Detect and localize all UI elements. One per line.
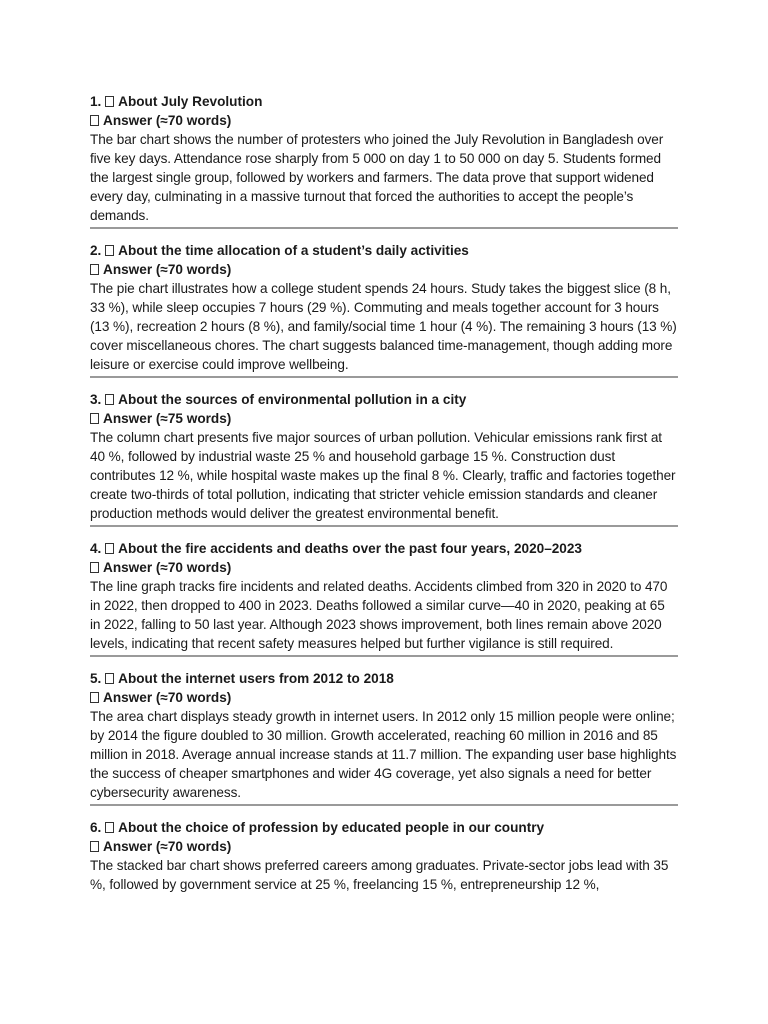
section-title: [90, 390, 678, 409]
placeholder-glyph-icon: [90, 692, 99, 703]
section-number: 3.: [90, 392, 102, 407]
placeholder-glyph-icon: [105, 822, 114, 833]
answer-label-text: Answer (≈70 words): [103, 690, 232, 705]
section-title: [90, 539, 678, 558]
placeholder-glyph-icon: [90, 115, 99, 126]
answer-label-text: Answer (≈70 words): [103, 262, 232, 277]
answer-body: The column chart presents five major sources of urban pollution. Vehicular emissions rank first at 40 %, followed by industrial waste 25 % and household garbage 15 %. Construction dust contributes 12 %, while hospital waste makes up the final 8 %. Clearly, traffic and factories together create two-thirds of total pollution, indicating that stricter vehicle emission standards and cleaner production methods would deliver the greatest environmental benefit.: [90, 430, 676, 521]
section-title: [90, 669, 678, 688]
section-title-text: About the internet users from 2012 to 2018: [118, 671, 394, 686]
section-title-text: About the choice of profession by educated people in our country: [118, 820, 545, 835]
section-number: 5.: [90, 671, 102, 686]
placeholder-glyph-icon: [105, 673, 114, 684]
section-2: [90, 241, 678, 378]
answer-body: The bar chart shows the number of protesters who joined the July Revolution in Bangladesh over five key days. Attendance rose sharply from 5 000 on day 1 to 50 000 on day 5. Students formed the largest single group, followed by workers and farmers. The data prove that support widened every day, culminating in a massive turnout that forced the authorities to accept the people’s demands.: [90, 132, 664, 223]
answer-label-text: Answer (≈70 words): [103, 560, 232, 575]
answer-label: [90, 558, 678, 577]
section-5: [90, 669, 678, 806]
section-number: 4.: [90, 541, 102, 556]
answer-label: [90, 409, 678, 428]
section-title-text: About the fire accidents and deaths over the past four years, 2020–2023: [118, 541, 582, 556]
answer-label: [90, 688, 678, 707]
section-1: [90, 92, 678, 229]
placeholder-glyph-icon: [105, 96, 114, 107]
section-3: [90, 390, 678, 527]
placeholder-glyph-icon: [105, 543, 114, 554]
answer-body: The pie chart illustrates how a college student spends 24 hours. Study takes the biggest slice (8 h, 33 %), while sleep occupies 7 hours (29 %). Commuting and meals together account for 3 hours (13 %), recreation 2 hours (8 %), and family/social time 1 hour (4 %). The remaining 3 hours (13 %) cover miscellaneous chores. The chart suggests balanced time-management, though adding more leisure or exercise could improve wellbeing.: [90, 281, 677, 372]
answer-label: [90, 837, 678, 856]
section-title-text: About July Revolution: [118, 94, 263, 109]
answer-body: The stacked bar chart shows preferred careers among graduates. Private-sector jobs lead with 35 %, followed by government service at 25 %, freelancing 15 %, entrepreneurship 12 %,: [90, 858, 669, 892]
placeholder-glyph-icon: [105, 245, 114, 256]
placeholder-glyph-icon: [90, 562, 99, 573]
answer-label-text: Answer (≈70 words): [103, 113, 232, 128]
section-title: [90, 92, 678, 111]
section-title: [90, 241, 678, 260]
placeholder-glyph-icon: [90, 841, 99, 852]
placeholder-glyph-icon: [90, 413, 99, 424]
answer-label-text: Answer (≈75 words): [103, 411, 232, 426]
section-number: 2.: [90, 243, 102, 258]
answer-body: The area chart displays steady growth in internet users. In 2012 only 15 million people were online; by 2014 the figure doubled to 30 million. Growth accelerated, reaching 60 million in 2016 and 85 million in 2018. Average annual increase stands at 11.7 million. The expanding user base highlights the success of cheaper smartphones and wider 4G coverage, yet also signals a need for better cybersecurity awareness.: [90, 709, 677, 800]
placeholder-glyph-icon: [90, 264, 99, 275]
section-title: [90, 818, 678, 837]
section-4: [90, 539, 678, 657]
section-6: [90, 818, 678, 896]
document: [90, 92, 678, 908]
section-number: 1.: [90, 94, 102, 109]
section-title-text: About the sources of environmental pollution in a city: [118, 392, 467, 407]
placeholder-glyph-icon: [105, 394, 114, 405]
answer-label: [90, 260, 678, 279]
section-title-text: About the time allocation of a student’s daily activities: [118, 243, 469, 258]
answer-label-text: Answer (≈70 words): [103, 839, 232, 854]
section-number: 6.: [90, 820, 102, 835]
answer-body: The line graph tracks fire incidents and related deaths. Accidents climbed from 320 in 2020 to 470 in 2022, then dropped to 400 in 2023. Deaths followed a similar curve—40 in 2020, peaking at 65 in 2022, falling to 50 last year. Although 2023 shows improvement, both lines remain above 2020 levels, indicating that recent safety measures helped but further vigilance is still required.: [90, 579, 668, 651]
answer-label: [90, 111, 678, 130]
